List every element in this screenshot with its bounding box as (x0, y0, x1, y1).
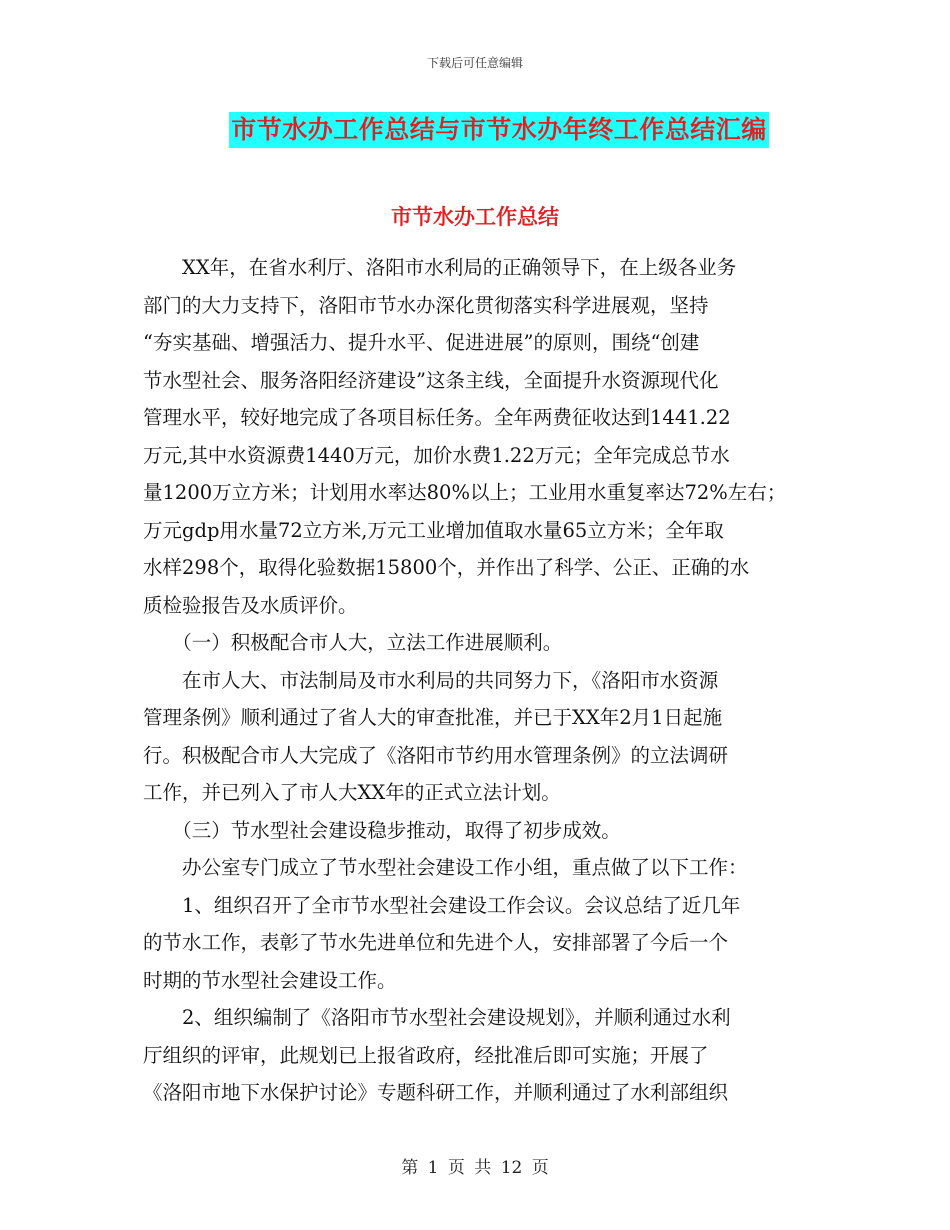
paragraph-line: 节水型社会、服务洛阳经济建设”这条主线，全面提升水资源现代化 (143, 368, 719, 392)
paragraph-line: 质检验报告及水质评价。 (143, 593, 358, 617)
paragraph-line: 办公室专门成立了节水型社会建设工作小组，重点做了以下工作： (143, 856, 748, 879)
main-title: 市节水办工作总结与市节水办年终工作总结汇编 (229, 112, 769, 148)
paragraph-line: 万元gdp用水量72立方米,万元工业增加值取水量65立方米；全年取 (143, 518, 724, 542)
main-title-container (0, 112, 950, 148)
header-note: 下载后可任意编辑 (426, 56, 523, 70)
paragraph-line: XX年，在省水利厅、洛阳市水利局的正确领导下，在上级各业务 (143, 256, 737, 279)
paragraph-line: 1、组织召开了全市节水型社会建设工作会议。会议总结了近几年 (143, 893, 741, 917)
subheading-line: （三）节水型社会建设稳步推动，取得了初步成效。 (143, 818, 621, 842)
paragraph-line: 的节水工作，表彰了节水先进单位和先进个人，安排部署了今后一个 (143, 931, 729, 954)
paragraph-line: 管理水平，较好地完成了各项目标任务。全年两费征收达到1441.22 (143, 406, 731, 429)
paragraph-line: “夯实基础、增强活力、提升水平、促进进展”的原则，围绕“创建 (143, 331, 700, 354)
section-title: 市节水办工作总结 (391, 205, 559, 229)
paragraph-line: 行。积极配合市人大完成了《洛阳市节约用水管理条例》的立法调研 (143, 743, 729, 767)
paragraph-line: 部门的大力支持下，洛阳市节水办深化贯彻落实科学进展观，坚持 (143, 293, 709, 317)
paragraph-line: 《洛阳市地下水保护讨论》专题科研工作，并顺利通过了水利部组织 (143, 1081, 729, 1104)
paragraph-line: 在市人大、市法制局及市水利局的共同努力下，《洛阳市水资源 (143, 668, 719, 692)
paragraph-line: 管理条例》顺利通过了省人大的审查批准，并已于XX年2月1日起施 (143, 706, 723, 729)
body-text (143, 249, 833, 1112)
subheading-line: （一）积极配合市人大，立法工作进展顺利。 (143, 631, 563, 654)
paragraph-line: 万元,其中水资源费1440万元，加价水费1.22万元；全年完成总节水 (143, 443, 730, 467)
paragraph-line: 2、组织编制了《洛阳市节水型社会建设规划》，并顺利通过水利 (143, 1006, 731, 1029)
paragraph-line: 量1200万立方米；计划用水率达80%以上；工业用水重复率达72%左右； (143, 481, 787, 504)
paragraph-line: 水样298个，取得化验数据15800个，并作出了科学、公正、正确的水 (143, 556, 750, 579)
paragraph-line: 时期的节水型社会建设工作。 (143, 968, 397, 992)
paragraph-line: 工作，并已列入了市人大XX年的正式立法计划。 (143, 781, 561, 804)
paragraph-line: 厅组织的评审，此规划已上报省政府，经批准后即可实施；开展了 (143, 1043, 709, 1067)
page-footer: 第 1 页 共 12 页 (401, 1158, 549, 1178)
